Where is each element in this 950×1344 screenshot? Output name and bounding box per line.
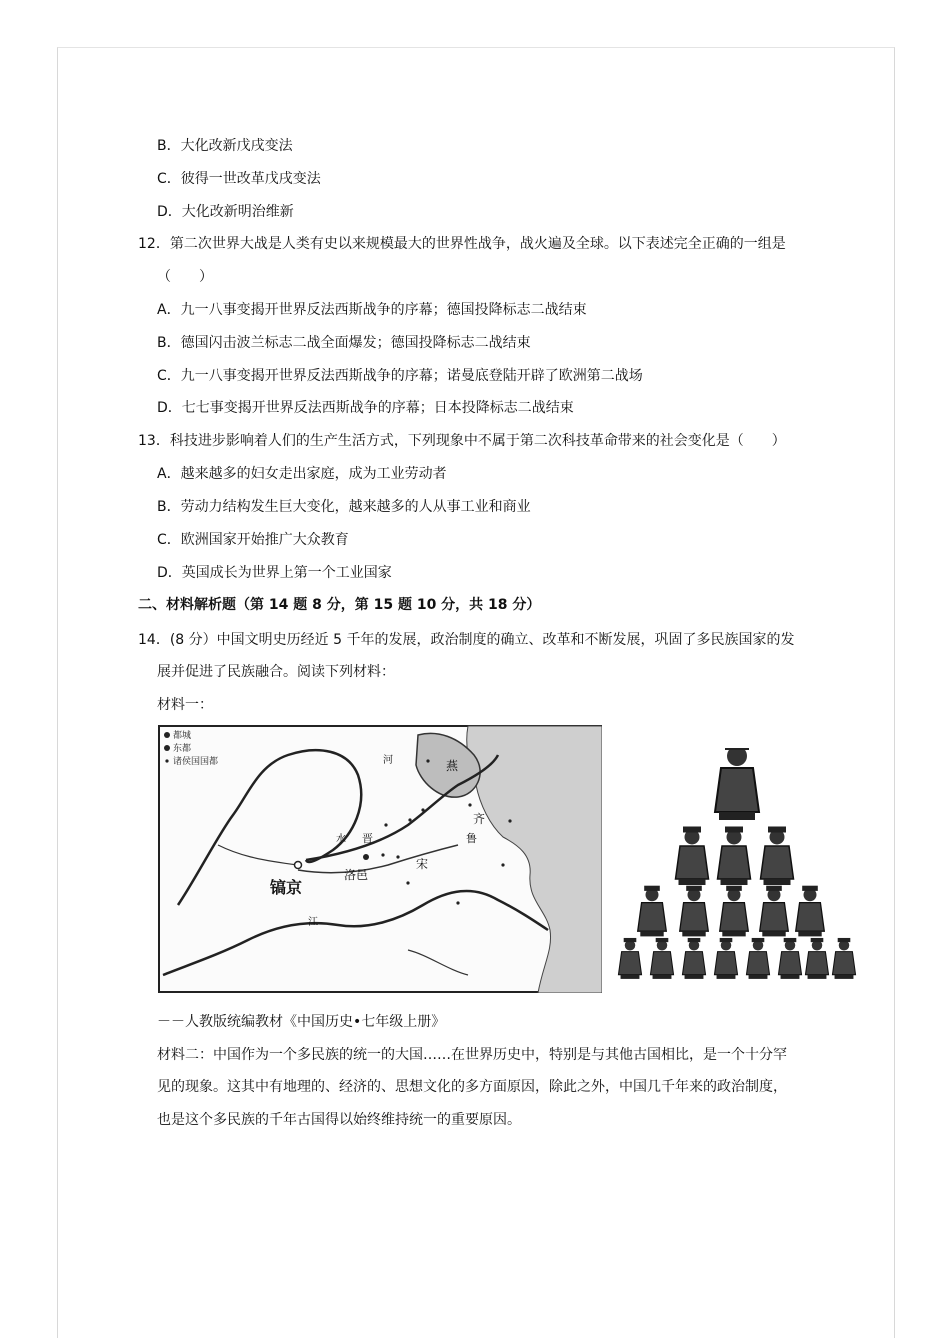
legend-east-capital: 东都: [173, 744, 192, 754]
legend-capital-marker: [164, 732, 170, 738]
place-shui: 水: [336, 834, 346, 845]
q14-stem-line1: 14．(8 分）中国文明史历经近 5 千年的发展，政治制度的确立、改革和不断发展，巩固了多民族国家的发: [138, 632, 795, 648]
q13-option-a: A．越来越多的妇女走出家庭，成为工业劳动者: [157, 466, 447, 482]
place-song: 宋: [416, 857, 429, 871]
place-lu: 鲁: [466, 832, 477, 845]
q11-option-c: C．彼得一世改革戊戌变法: [157, 171, 321, 187]
q12-option-d: D．七七事变揭开世界反法西斯战争的序幕；日本投降标志二战结束: [157, 400, 574, 416]
material2-line2: 见的现象。这其中有地理的、经济的、思想文化的多方面原因，除此之外，中国几千年来的政治制度，: [157, 1079, 787, 1095]
commoners-row: [618, 938, 855, 979]
legend-capital: 都城: [173, 731, 192, 741]
place-luoyi: 洛邑: [344, 868, 369, 882]
material1-source: －－人教版统编教材《中国历史•七年级上册》: [157, 1014, 446, 1030]
q12-option-c: C．九一八事变揭开世界反法西斯战争的序幕；诺曼底登陆开辟了欧洲第二战场: [157, 368, 643, 384]
feudal-hierarchy-figure: [612, 748, 862, 983]
place-qi: 齐: [473, 812, 486, 826]
q13-stem: 13．科技进步影响着人们的生产生活方式，下列现象中不属于第二次科技革命带来的社会变化是（ ）: [138, 433, 786, 449]
q13-option-d: D．英国成长为世界上第一个工业国家: [157, 565, 392, 581]
material2-line1: 材料二：中国作为一个多民族的统一的大国……在世界历史中，特别是与其他古国相比，是一个十分罕: [157, 1047, 787, 1063]
q12-option-b: B．德国闪击波兰标志二战全面爆发；德国投降标志二战结束: [157, 335, 531, 351]
legend-vassal-marker: [165, 759, 168, 762]
place-haojing: 镐京: [270, 878, 303, 897]
place-jiang: 江: [308, 917, 318, 928]
q14-stem-line2: 展并促进了民族融合。阅读下列材料：: [157, 664, 395, 680]
ministers-row: [638, 886, 825, 937]
material2-line3: 也是这个多民族的千年古国得以始终维持统一的重要原因。: [157, 1112, 521, 1128]
q13-option-b: B．劳动力结构发生巨大变化，越来越多的人从事工业和商业: [157, 499, 531, 515]
king-figure: [715, 748, 759, 820]
place-yan: 燕: [446, 759, 459, 773]
place-he: 河: [383, 755, 393, 766]
legend-east-capital-marker: [164, 745, 170, 751]
q12-stem: 12．第二次世界大战是人类有史以来规模最大的世界性战争，战火遍及全球。以下表述完全正确的一组是: [138, 236, 786, 252]
luoyi-marker: [363, 854, 369, 860]
q11-option-b: B．大化改新戊戌变法: [157, 138, 293, 154]
haojing-marker: [295, 862, 302, 869]
lords-row: [676, 827, 794, 886]
legend-vassal: 诸侯国国都: [173, 757, 219, 767]
section-heading: 二、材料解析题（第 14 题 8 分，第 15 题 10 分，共 18 分）: [138, 597, 541, 613]
q13-option-c: C．欧洲国家开始推广大众教育: [157, 532, 349, 548]
western-zhou-map: [158, 725, 602, 993]
material1-label: 材料一：: [157, 697, 213, 713]
q11-option-d: D．大化改新明治维新: [157, 204, 294, 220]
place-jin: 晋: [362, 832, 373, 845]
q12-blank: （ ）: [157, 269, 213, 285]
q12-option-a: A．九一八事变揭开世界反法西斯战争的序幕；德国投降标志二战结束: [157, 302, 587, 318]
